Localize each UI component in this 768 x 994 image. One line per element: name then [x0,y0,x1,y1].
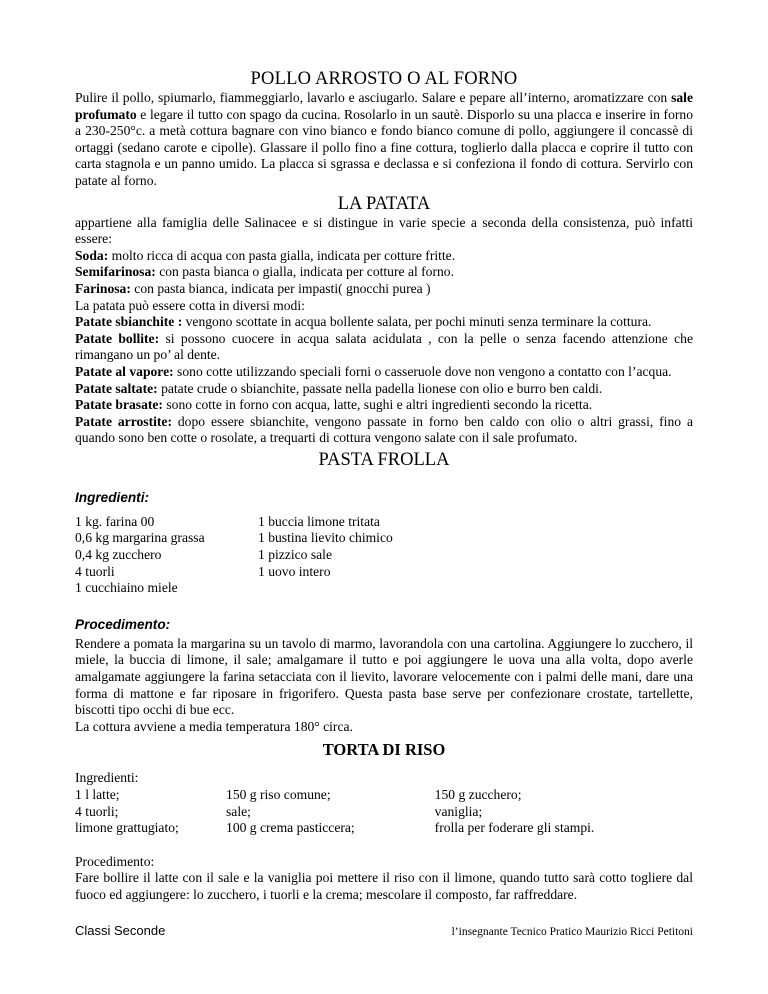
patata-type-desc: con pasta bianca, indicata per impasti( gnocchi purea ) [130,280,431,296]
footer-teacher-label: l’insegnante Tecnico Pratico Maurizio Ricci Petitoni [451,926,693,938]
patata-type-term: Soda: [75,247,109,263]
riso-title: TORTA DI RISO [322,740,446,760]
frolla-title: PASTA FROLLA [318,449,450,470]
patata-type-desc: con pasta bianca o gialla, indicata per cotture al forno. [155,264,454,280]
ingredient-item: 4 tuorli [75,563,115,579]
patata-mode-item [75,381,693,398]
frolla-ingredients-heading: Ingredienti: [75,489,150,505]
patata-modes-intro: La patata può essere cotta in diversi modi: [75,297,305,313]
ingredient-item: vaniglia; [434,803,483,819]
patata-types [75,248,693,298]
ingredient-item: 1 kg. farina 00 [75,513,155,529]
patata-title: LA PATATA [337,193,431,214]
ingredient-item: 100 g crema pasticcera; [226,820,355,836]
frolla-cooking: La cottura avviene a media temperatura 180° circa. [75,718,353,734]
ingredient-item: 150 g riso comune; [226,787,331,802]
frolla-ingredients-col1 [75,514,258,597]
frolla-ingredients-col2 [258,514,498,597]
patata-intro: appartiene alla famiglia delle Salinacee e si distingue in varie specie a seconda della consistenza, può infatti essere: [75,214,693,247]
ingredient-item: 1 bustina lievito chimico [258,530,393,546]
patata-type-desc: molto ricca di acqua con pasta gialla, indicata per cotture fritte. [108,247,456,263]
patata-mode-desc: sono cotte in forno con acqua, latte, sughi e altri ingredienti secondo la ricetta. [162,397,593,413]
patata-type-term: Semifarinosa: [75,264,156,280]
pollo-text [75,90,693,190]
riso-ingredients-col1 [75,787,226,837]
ingredient-item: 1 cucchiaino miele [75,580,178,596]
page-footer [75,923,693,938]
riso-ingredients [75,770,693,836]
pollo-title: POLLO ARROSTO O AL FORNO [250,69,518,89]
footer-class-label: Classi Seconde [75,923,166,938]
pollo-text-b: e legare il tutto con spago da cucina. Rosolarlo in un sautè. Disporlo su una placca e inserire in forno a 230-250°c. a metà cottura bagnare con vino bianco e fondo bianco comune di pollo, aggiungere il concassè di ortaggi (sedano carote e cipolle). Glassare il pollo fino a fine cottura, toglierlo dalla placca e coprire il tutto con carta stagnola e un panno umido. La placca si sgrassa e declassa e si confeziona il fondo di cottura. Servirlo con patate al forno. [75,106,693,188]
riso-procedure: Fare bollire il latte con il sale e la vaniglia poi mettere il riso con il limone, quando tutto sarà cotto togliere dal fuoco ed aggiungere: lo zucchero, i tuorli e la crema; mescolare il composto, far raffreddare. [75,870,693,902]
ingredient-item: 0,6 kg margarina grassa [75,530,205,546]
patata-mode-term: Patate brasate: [75,397,163,413]
ingredient-item: 4 tuorli; [75,803,119,819]
ingredient-item: limone grattugiato; [75,820,179,836]
riso-ingredients-col3 [435,787,693,837]
riso-procedure-heading: Procedimento: [75,853,155,869]
patata-mode-desc: sono cotte utilizzando speciali forni o casseruole dove non vengono a contatto con l’acqua. [173,363,672,379]
ingredient-item: 150 g zucchero; [434,787,522,802]
frolla-procedure-heading: Procedimento: [75,616,171,632]
ingredient-item: 1 pizzico sale [258,547,332,563]
patata-mode-item [75,414,693,447]
ingredient-item: 1 buccia limone tritata [258,513,380,529]
patata-mode-desc: si possono cuocere in acqua salata acidulata , con la pelle o senza facendo attenzione che rimangano un po’ al dente. [75,330,693,363]
patata-mode-item [75,314,693,331]
patata-type-item [75,248,693,265]
patata-mode-item [75,331,693,364]
riso-ingredients-col2 [226,787,435,837]
patata-mode-desc: dopo essere sbianchite, vengono passate in forno ben caldo con olio o altri grassi, fino a quando sono ben cotte o rosolate, a trequarti di cottura vengono salate con il sale profumato. [75,413,693,446]
riso-ingredients-heading: Ingredienti: [75,770,139,786]
frolla-procedure: Rendere a pomata la margarina su un tavolo di marmo, lavorandola con una cartolina. Aggiungere lo zucchero, il miele, la buccia di limone, il sale; amalgamare il tutto e poi aggiungere le uova una alla volta, dopo averle amalgamate aggiungere la farina setacciata con il lievito, lavorare velocemente con i palmi delle mani, dare una forma di mattone e far riposare in frigorifero. Questa pasta base serve per confezionare crostate, tartellette, biscotti tipo occhi di bue ecc. [75,635,693,718]
riso-ingredients-grid [75,787,693,837]
ingredient-item: 0,4 kg zucchero [75,547,162,563]
ingredient-item: 1 l latte; [75,787,120,802]
pollo-text-bold: sale profumato [75,90,693,122]
patata-mode-desc: patate crude o sbianchite, passate nella padella lionese con olio e burro ben caldi. [157,380,603,396]
patata-modes [75,314,693,447]
pollo-text-a: Pulire il pollo, spiumarlo, fiammeggiarlo, lavarlo e asciugarlo. Salare e pepare all’interno, aromatizzare con [75,90,672,105]
patata-mode-term: Patate arrostite: [75,413,172,429]
patata-type-item [75,281,693,298]
patata-mode-item [75,397,693,414]
riso-procedure-block [75,854,693,904]
patata-mode-item [75,364,693,381]
patata-mode-term: Patate saltate: [75,380,158,396]
frolla-ingredients [75,514,693,597]
ingredient-item: frolla per foderare gli stampi. [434,820,595,836]
patata-type-term: Farinosa: [75,280,131,296]
patata-mode-term: Patate sbianchite : [75,314,183,330]
patata-mode-term: Patate bollite: [75,330,160,346]
patata-type-item [75,264,693,281]
ingredient-item: sale; [226,803,251,819]
ingredient-item: 1 uovo intero [258,563,331,579]
patata-mode-desc: vengono scottate in acqua bollente salata, per pochi minuti senza terminare la cottura. [182,314,652,330]
patata-mode-term: Patate al vapore: [75,363,174,379]
